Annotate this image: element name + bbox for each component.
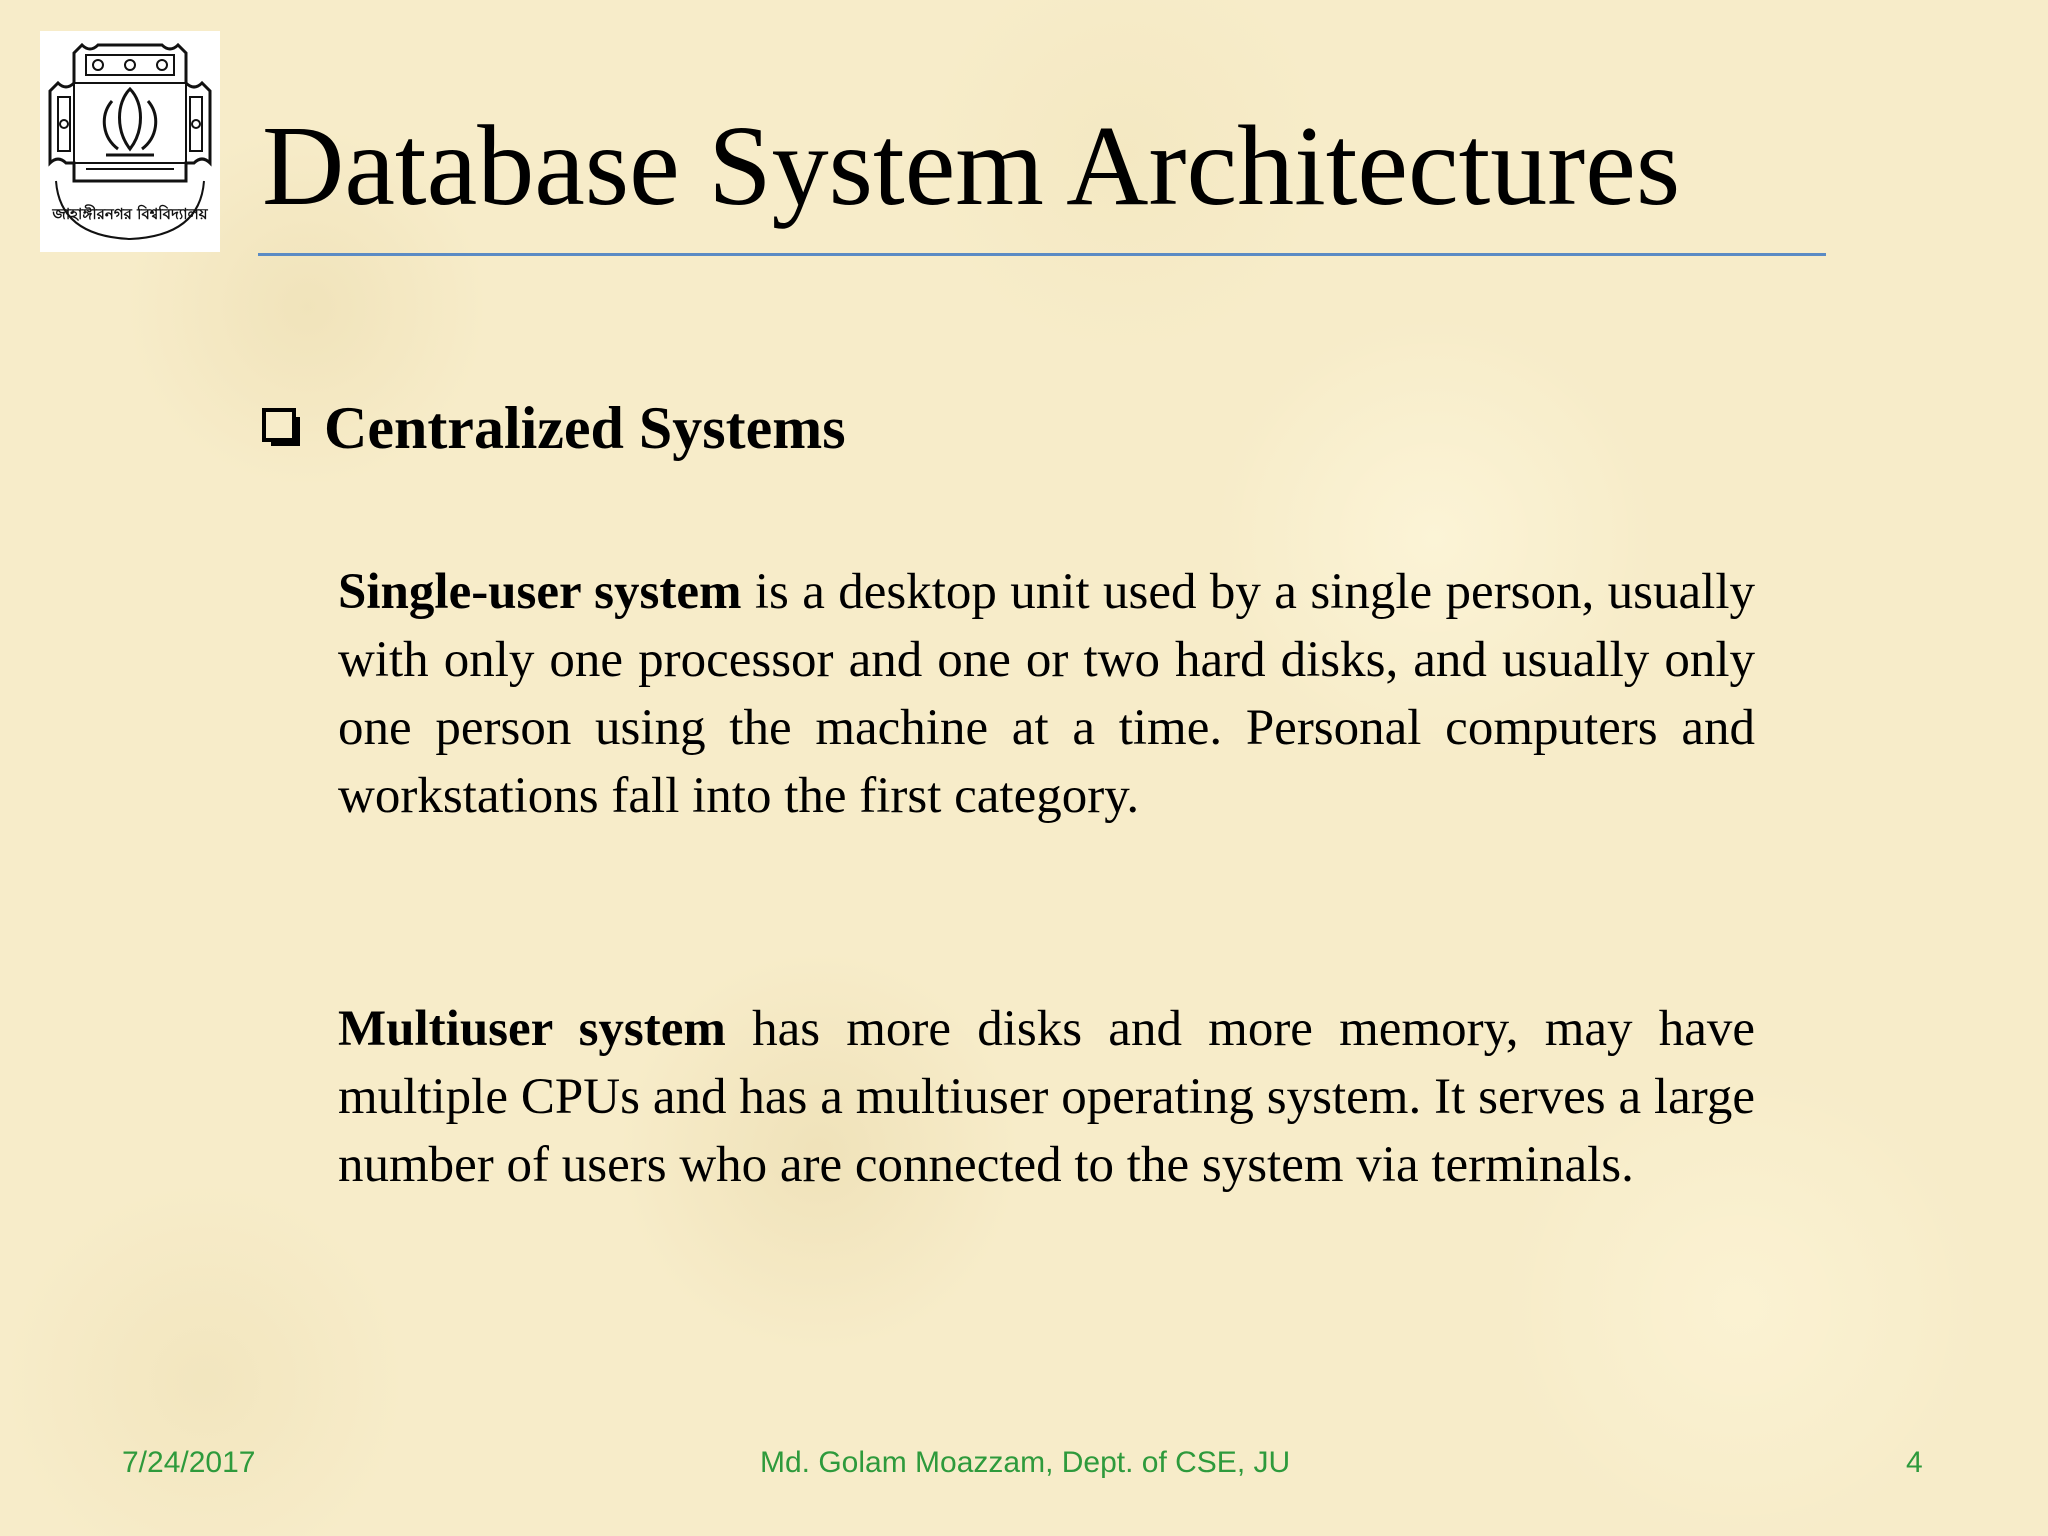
section-heading	[262, 392, 846, 464]
section-heading-text: Centralized Systems	[324, 395, 846, 461]
slide-title: Database System Architectures	[262, 102, 1681, 229]
paragraph-term: Single-user system	[338, 564, 742, 620]
paragraph-multiuser	[338, 995, 1755, 1199]
paragraph-single-user	[338, 558, 1755, 830]
university-logo	[40, 31, 220, 252]
paragraph-term: Multiuser system	[338, 1001, 726, 1057]
paragraph-body: has more disks and more memory, may have multiple CPUs and has a multiuser operating system. It serves a large number of users who are connected to the system via terminals.	[338, 1001, 1755, 1193]
logo-lettering: জাহাঙ্গীরনগর বিশ্ববিদ্যালয়	[52, 205, 208, 223]
footer-date: 7/24/2017	[122, 1446, 256, 1479]
checkbox-bullet-icon	[262, 408, 302, 448]
slide-number: 4	[1906, 1446, 1923, 1479]
university-emblem-icon	[40, 31, 220, 252]
title-underline	[258, 253, 1826, 256]
paragraph-body: is a desktop unit used by a single person, usually with only one processor and one or two hard disks, and usually only one person using the machine at a time. Personal computers and workstations fall into the first category.	[338, 564, 1755, 824]
footer-author: Md. Golam Moazzam, Dept. of CSE, JU	[760, 1446, 1291, 1479]
